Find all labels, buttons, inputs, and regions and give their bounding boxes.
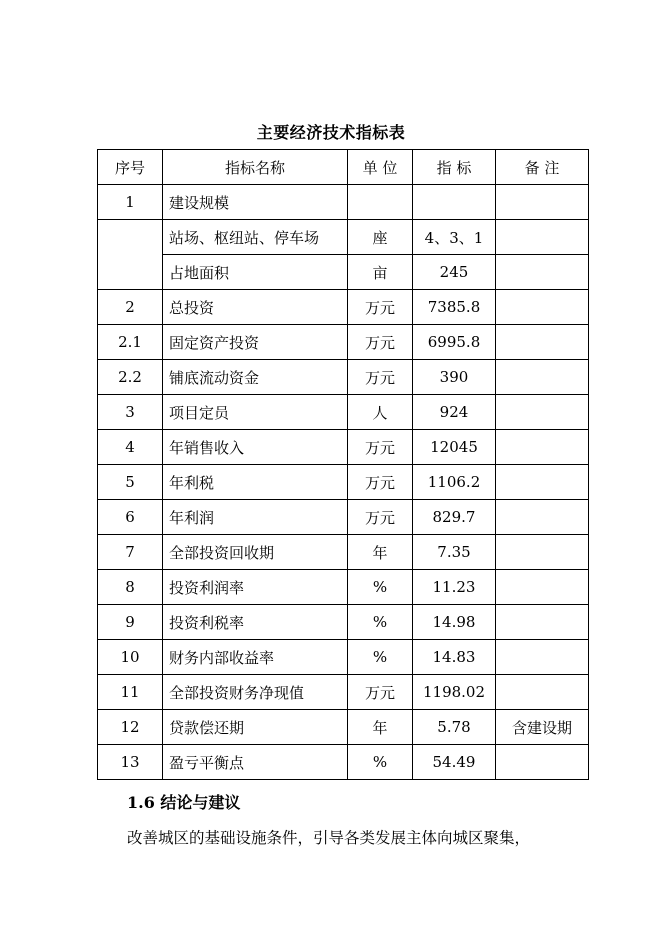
row-name: 建设规模 xyxy=(163,185,348,220)
row-note xyxy=(496,500,589,535)
row-name: 年利润 xyxy=(163,500,348,535)
row-unit: % xyxy=(348,570,413,605)
row-note: 含建设期 xyxy=(496,710,589,745)
row-name: 年利税 xyxy=(163,465,348,500)
row-name: 固定资产投资 xyxy=(163,325,348,360)
row-unit: % xyxy=(348,745,413,780)
row-unit: % xyxy=(348,605,413,640)
row-name: 盈亏平衡点 xyxy=(163,745,348,780)
row-name: 财务内部收益率 xyxy=(163,640,348,675)
header-seq: 序号 xyxy=(98,150,163,185)
row-unit: 年 xyxy=(348,535,413,570)
row-name: 铺底流动资金 xyxy=(163,360,348,395)
row-value: 7.35 xyxy=(413,535,496,570)
row-note xyxy=(496,325,589,360)
indicators-table xyxy=(97,149,589,780)
row-value: 390 xyxy=(413,360,496,395)
row-note xyxy=(496,745,589,780)
row-seq: 6 xyxy=(98,500,163,535)
row-name: 投资利税率 xyxy=(163,605,348,640)
section-heading: 1.6 结论与建议 xyxy=(127,793,241,812)
row-seq: 5 xyxy=(98,465,163,500)
row-seq: 7 xyxy=(98,535,163,570)
row-value: 7385.8 xyxy=(413,290,496,325)
row-unit: 万元 xyxy=(348,325,413,360)
table-row xyxy=(98,675,589,710)
row-value: 12045 xyxy=(413,430,496,465)
row-note xyxy=(496,640,589,675)
row-value: 245 xyxy=(413,255,496,290)
row-seq: 12 xyxy=(98,710,163,745)
row-unit: 年 xyxy=(348,710,413,745)
header-name: 指标名称 xyxy=(163,150,348,185)
row-value: 829.7 xyxy=(413,500,496,535)
row-name: 占地面积 xyxy=(163,255,348,290)
row-note xyxy=(496,185,589,220)
row-note xyxy=(496,430,589,465)
row-unit: 座 xyxy=(348,220,413,255)
table-row xyxy=(98,430,589,465)
row-value xyxy=(413,185,496,220)
row-seq: 3 xyxy=(98,395,163,430)
row-unit: 万元 xyxy=(348,465,413,500)
row-value: 11.23 xyxy=(413,570,496,605)
row-seq: 4 xyxy=(98,430,163,465)
row-value: 924 xyxy=(413,395,496,430)
table-row xyxy=(98,255,589,290)
row-name: 全部投资回收期 xyxy=(163,535,348,570)
table-row xyxy=(98,360,589,395)
row-value: 54.49 xyxy=(413,745,496,780)
row-seq: 1 xyxy=(98,185,163,220)
table-title: 主要经济技术指标表 xyxy=(256,123,406,142)
row-seq: 8 xyxy=(98,570,163,605)
row-name: 站场、枢纽站、停车场 xyxy=(163,220,348,255)
header-note: 备 注 xyxy=(496,150,589,185)
row-unit: 万元 xyxy=(348,290,413,325)
row-seq: 2 xyxy=(98,290,163,325)
table-row xyxy=(98,465,589,500)
row-unit: 万元 xyxy=(348,360,413,395)
body-paragraph: 改善城区的基础设施条件，引导各类发展主体向城区聚集， xyxy=(127,829,531,847)
row-value: 5.78 xyxy=(413,710,496,745)
table-row xyxy=(98,325,589,360)
row-name: 全部投资财务净现值 xyxy=(163,675,348,710)
table-row xyxy=(98,220,589,255)
row-note xyxy=(496,220,589,255)
row-note xyxy=(496,290,589,325)
row-note xyxy=(496,605,589,640)
row-note xyxy=(496,360,589,395)
table-row xyxy=(98,710,589,745)
row-name: 总投资 xyxy=(163,290,348,325)
row-value: 14.83 xyxy=(413,640,496,675)
row-name: 年销售收入 xyxy=(163,430,348,465)
row-unit: 人 xyxy=(348,395,413,430)
row-seq: 2.1 xyxy=(98,325,163,360)
row-value: 6995.8 xyxy=(413,325,496,360)
row-unit: 万元 xyxy=(348,500,413,535)
table-row xyxy=(98,570,589,605)
row-seq xyxy=(98,220,163,290)
table-row xyxy=(98,535,589,570)
row-seq: 11 xyxy=(98,675,163,710)
row-value: 1198.02 xyxy=(413,675,496,710)
row-seq: 2.2 xyxy=(98,360,163,395)
table-row xyxy=(98,185,589,220)
table-row xyxy=(98,290,589,325)
table-row xyxy=(98,745,589,780)
row-value: 1106.2 xyxy=(413,465,496,500)
row-note xyxy=(496,570,589,605)
table-row xyxy=(98,605,589,640)
row-note xyxy=(496,535,589,570)
row-name: 投资利润率 xyxy=(163,570,348,605)
row-note xyxy=(496,465,589,500)
row-name: 项目定员 xyxy=(163,395,348,430)
row-seq: 9 xyxy=(98,605,163,640)
header-unit: 单 位 xyxy=(348,150,413,185)
row-unit: % xyxy=(348,640,413,675)
row-seq: 10 xyxy=(98,640,163,675)
table-header-row xyxy=(98,150,589,185)
row-value: 14.98 xyxy=(413,605,496,640)
row-unit: 万元 xyxy=(348,430,413,465)
table-row xyxy=(98,395,589,430)
table-row xyxy=(98,640,589,675)
row-name: 贷款偿还期 xyxy=(163,710,348,745)
row-note xyxy=(496,255,589,290)
row-note xyxy=(496,395,589,430)
row-note xyxy=(496,675,589,710)
row-unit xyxy=(348,185,413,220)
row-unit: 万元 xyxy=(348,675,413,710)
table-row xyxy=(98,500,589,535)
row-value: 4、3、1 xyxy=(413,220,496,255)
header-indicator: 指 标 xyxy=(413,150,496,185)
row-seq: 13 xyxy=(98,745,163,780)
row-unit: 亩 xyxy=(348,255,413,290)
